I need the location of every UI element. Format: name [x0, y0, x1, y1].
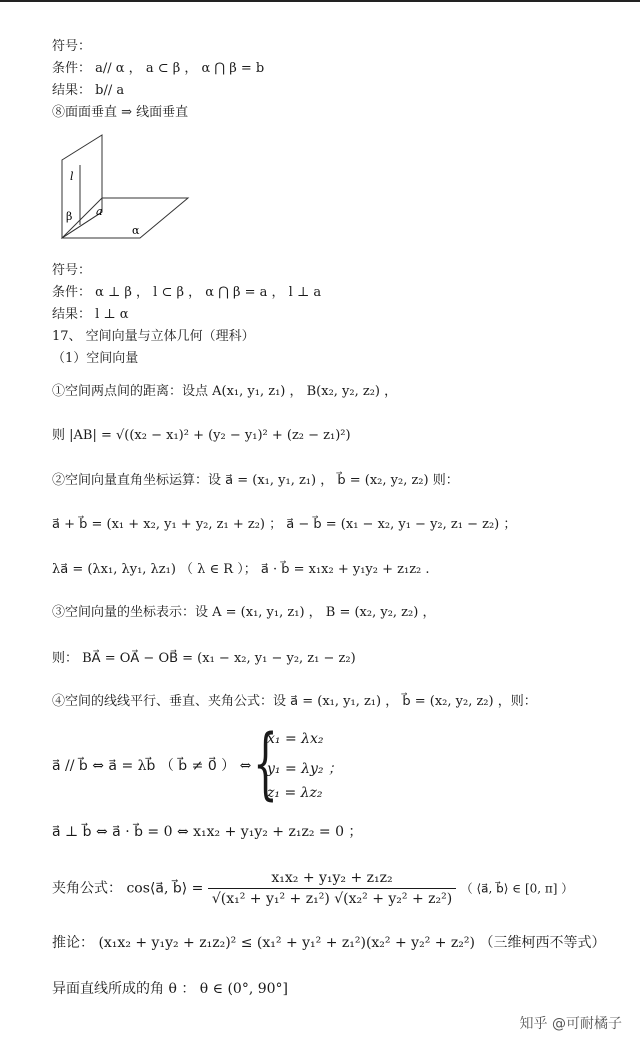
vector-scalar-dot: λa⃗ = (λx₁, λy₁, λz₁) （ λ ∈ R ）； a⃗ · b⃗ = x₁x₂ + y₁y₂ + z₁z₂ .: [52, 562, 430, 577]
angle-formula-fraction: [208, 868, 456, 909]
system-eq-z: z₁ = λz₂: [267, 785, 323, 801]
angle-formula-denominator: √(x₁² + y₁² + z₁²) √(x₂² + y₂² + z₂²): [211, 891, 453, 907]
section-heading-17: 17、 空间向量与立体几何（理科）: [52, 329, 255, 344]
watermark: 知乎 @可耐橘子: [519, 1016, 622, 1032]
result-line-2: 结果： l ⊥ α: [52, 307, 129, 322]
distance-formula-intro: ①空间两点间的距离：设点 A(x₁, y₁, z₁) ， B(x₂, y₂, z₂) ，: [52, 384, 398, 399]
parallel-perpendicular-intro: ④空间的线线平行、垂直、夹角公式：设 a⃗ = (x₁, y₁, z₁) ， b⃗ = (x₂, y₂, z₂) ，则：: [52, 694, 537, 709]
angle-range: （ ⟨a⃗, b⃗⟩ ∈ [0, π] ）: [460, 881, 574, 896]
label-a: a: [96, 205, 103, 218]
cauchy-inequality: 推论： (x₁x₂ + y₁y₂ + z₁z₂)² ≤ (x₁² + y₁² + z₁²)(x₂² + y₂² + z₂²) （三维柯西不等式）: [52, 935, 606, 951]
distance-formula: 则 |AB| = √((x₂ − x₁)² + (y₂ − y₁)² + (z₂ − z₁)²): [52, 428, 351, 443]
symbol-label-2: 符号：: [52, 263, 92, 278]
condition-line-1: 条件： a// α ， a ⊂ β ， α ⋂ β = b: [52, 61, 265, 76]
plane-alpha-shape: [62, 198, 188, 238]
label-beta: β: [66, 210, 73, 223]
parallel-condition: a⃗ // b⃗ ⇔ a⃗ = λb⃗ （ b⃗ ≠ 0⃗ ） ⇔: [52, 758, 252, 774]
subsection-heading-1: （1）空间向量: [52, 351, 139, 366]
label-l: l: [70, 170, 74, 183]
condition-line-2: 条件： α ⊥ β ， l ⊂ β ， α ⋂ β = a ， l ⊥ a: [52, 285, 322, 300]
vector-add-sub: a⃗ + b⃗ = (x₁ + x₂, y₁ + y₂, z₁ + z₂) ； a⃗ − b⃗ = (x₁ − x₂, y₁ − y₂, z₁ − z₂) ；: [52, 517, 517, 532]
theorem-heading-8: ⑧面面垂直 ⇒ 线面垂直: [52, 105, 189, 120]
angle-formula: [52, 868, 573, 909]
skew-line-angle: 异面直线所成的角 θ ： θ ∈ (0°, 90°]: [52, 981, 289, 997]
result-line-1: 结果： b// a: [52, 83, 125, 98]
angle-formula-lhs: 夹角公式： cos⟨a⃗, b⃗⟩ =: [52, 880, 204, 897]
coordinate-representation-formula: 则： BA⃗ = OA⃗ − OB⃗ = (x₁ − x₂, y₁ − y₂, z₁ − z₂): [52, 651, 356, 666]
plane-perpendicular-figure: [52, 130, 192, 245]
angle-formula-numerator: x₁x₂ + y₁y₂ + z₁z₂: [208, 868, 456, 889]
system-eq-y: y₁ = λy₂ ；: [267, 761, 342, 777]
perpendicular-condition: a⃗ ⊥ b⃗ ⇔ a⃗ · b⃗ = 0 ⇔ x₁x₂ + y₁y₂ + z₁z₂ = 0 ；: [52, 824, 363, 840]
system-eq-x: x₁ = λx₂: [267, 731, 324, 747]
top-border: [0, 0, 640, 2]
symbol-label-1: 符号：: [52, 39, 92, 54]
vector-operation-intro: ②空间向量直角坐标运算：设 a⃗ = (x₁, y₁, z₁) ， b⃗ = (x₂, y₂, z₂) 则：: [52, 473, 459, 488]
coordinate-representation-intro: ③空间向量的坐标表示：设 A = (x₁, y₁, z₁) ， B = (x₂, y₂, z₂) ，: [52, 605, 436, 620]
label-alpha: α: [132, 224, 140, 237]
